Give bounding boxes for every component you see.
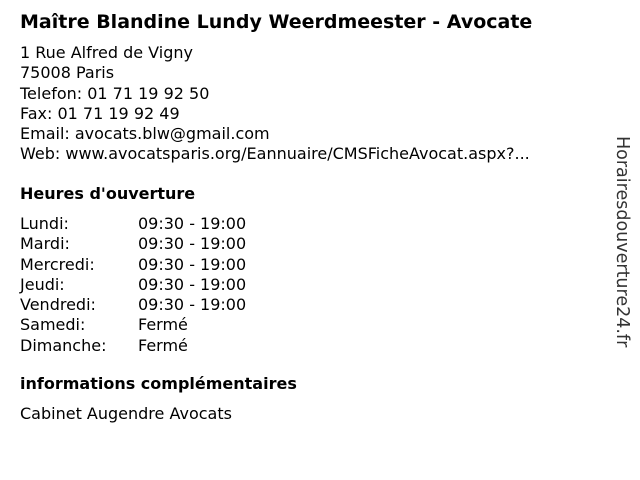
phone-number: Telefon: 01 71 19 92 50 xyxy=(20,83,210,103)
hours-row-saturday xyxy=(20,315,246,335)
website-link[interactable]: Web: www.avocatsparis.org/Eannuaire/CMSFicheAvocat.aspx?... xyxy=(20,144,530,164)
fax-number: Fax: 01 71 19 92 49 xyxy=(20,103,180,123)
hours-row-wednesday xyxy=(20,255,246,275)
hours-row-monday xyxy=(20,214,246,234)
address-line-1: 1 Rue Alfred de Vigny xyxy=(20,43,193,62)
site-watermark: Horairesdouverture24.fr xyxy=(612,136,632,348)
day-label: Lundi: xyxy=(20,214,69,233)
day-hours: 09:30 - 19:00 xyxy=(138,295,247,315)
day-hours: 09:30 - 19:00 xyxy=(138,214,247,233)
day-hours: Fermé xyxy=(138,315,188,335)
hours-heading: Heures d'ouverture xyxy=(20,184,196,203)
info-heading: informations complémentaires xyxy=(20,374,297,393)
email-address: Email: avocats.blw@gmail.com xyxy=(20,124,270,144)
business-title: Maître Blandine Lundy Weerdmeester - Avocate xyxy=(20,11,533,33)
hours-row-sunday xyxy=(20,336,246,356)
day-hours: 09:30 - 19:00 xyxy=(138,234,247,254)
hours-table xyxy=(20,214,246,356)
day-label: Vendredi: xyxy=(20,295,96,315)
address-line-2: 75008 Paris xyxy=(20,63,115,83)
hours-row-friday xyxy=(20,295,246,315)
hours-row-tuesday xyxy=(20,234,246,254)
day-hours: 09:30 - 19:00 xyxy=(138,254,247,274)
day-label: Dimanche: xyxy=(20,335,107,355)
day-label: Samedi: xyxy=(20,315,86,335)
info-text: Cabinet Augendre Avocats xyxy=(20,404,232,423)
day-label: Mardi: xyxy=(20,234,70,254)
contact-block xyxy=(20,43,530,165)
day-label: Jeudi: xyxy=(20,274,65,294)
day-hours: Fermé xyxy=(138,335,188,355)
hours-row-thursday xyxy=(20,275,246,295)
day-label: Mercredi: xyxy=(20,254,95,274)
day-hours: 09:30 - 19:00 xyxy=(138,274,247,294)
